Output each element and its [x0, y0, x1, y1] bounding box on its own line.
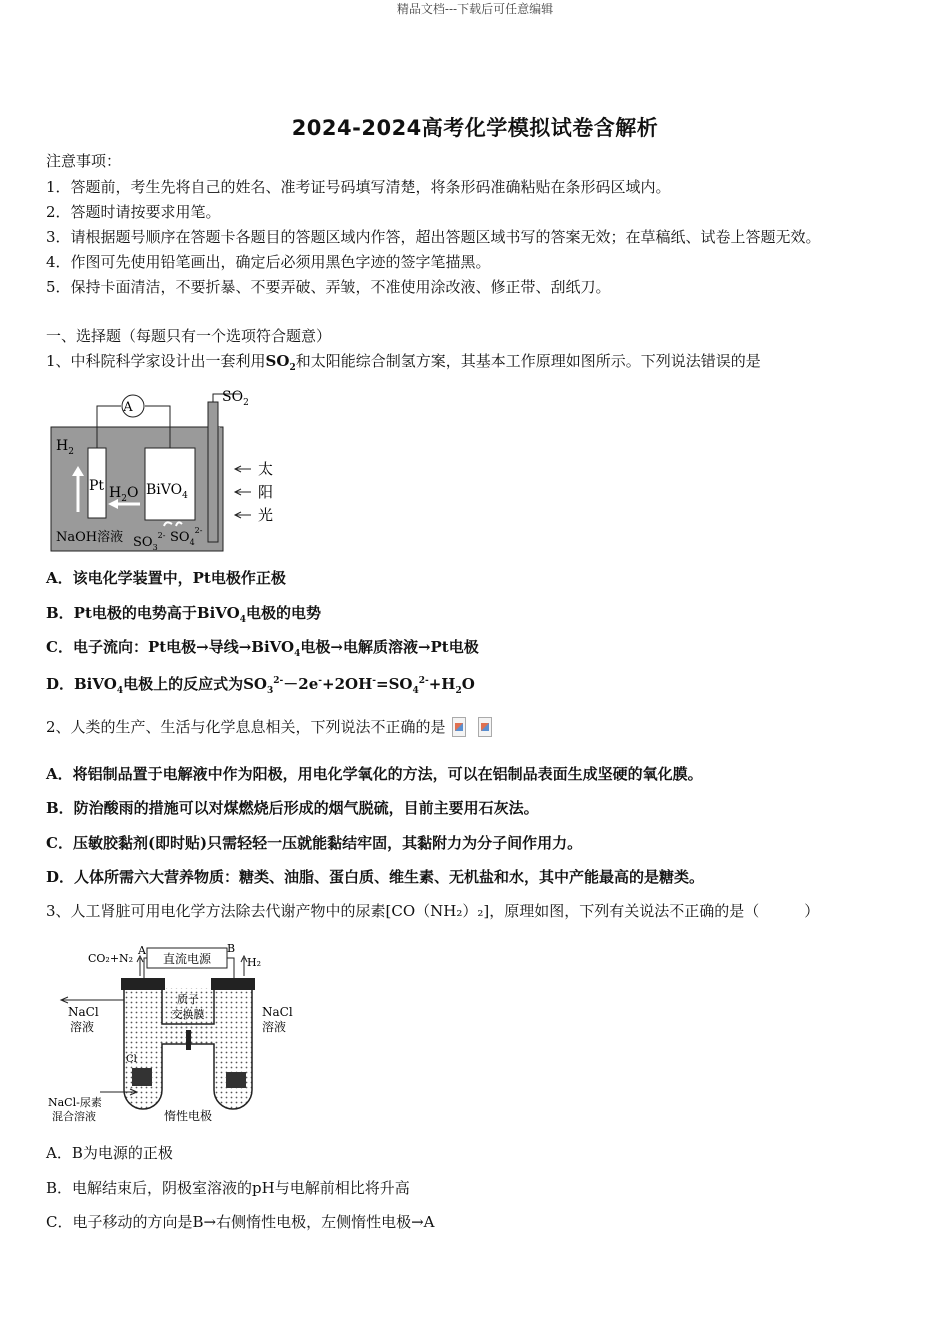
- q1-stem: 1、中科院科学家设计出一套利用$SO_2$和太阳能综合制氢方案，其基本工作原理如图所示。下列说法错误的是: [46, 352, 761, 373]
- membrane-label: 质子: [177, 993, 199, 1006]
- nacl-left-label: 溶液: [70, 1020, 95, 1034]
- q2-option-c: C．压敏胶黏剂(即时贴)只需轻轻一压就能黏结牢固，其黏附力为分子间作用力。: [46, 834, 583, 852]
- h2-label: H₂: [247, 956, 262, 969]
- nacl-right-label: NaCl: [262, 1005, 293, 1019]
- q2-option-d: D．人体所需六大营养物质：糖类、油脂、蛋白质、维生素、无机盐和水，其中产能最高的是糖类。: [46, 868, 705, 886]
- so3-label: SO: [133, 535, 153, 550]
- header-note: 精品文档---下载后可任意编辑: [396, 2, 554, 16]
- mixture-label: 混合溶液: [52, 1110, 96, 1123]
- bivo4-label: BiVO: [146, 482, 183, 498]
- so3-sub: 3: [152, 543, 158, 552]
- svg-text:SO2: [222, 389, 249, 408]
- section-heading: 一、选择题（每题只有一个选项符合题意）: [46, 327, 332, 345]
- so4-sup: 2-: [194, 526, 203, 535]
- h2-label: H: [56, 438, 69, 454]
- notice-item: 3．请根据题号顺序在答题卡各题目的答题区域内作答，超出答题区域书写的答案无效；在草稿纸、试卷上答题无效。: [46, 228, 821, 246]
- ammeter-label: A: [123, 400, 133, 415]
- q2-stem: 2、人类的生产、生活与化学息息相关，下列说法不正确的是: [46, 717, 492, 737]
- cl-label: Cl: [126, 1054, 137, 1065]
- q1-electrolysis-figure: [48, 384, 288, 556]
- h2o-label: H: [109, 485, 122, 501]
- so2-label: SO: [222, 389, 244, 405]
- notice-item: 5．保持卡面清洁，不要折暴、不要弄破、弄皱，不准使用涂改液、修正带、刮纸刀。: [46, 278, 611, 296]
- electrode-label: 惰性电极: [164, 1109, 213, 1123]
- so2-sub: 2: [243, 398, 249, 408]
- notice-item: 1．答题前，考生先将自己的姓名、准考证号码填写清楚，将条形码准确粘贴在条形码区域内。: [46, 178, 671, 196]
- notice-heading: 注意事项：: [46, 152, 122, 170]
- page-title: 2024-2024高考化学模拟试卷含解析: [291, 116, 659, 140]
- q3-stem: 3、人工肾脏可用电化学方法除去代谢产物中的尿素[CO（NH₂）₂]，原理如图，下列有关说法不正确的是（ ）: [46, 902, 820, 920]
- h2o-tail: O: [126, 485, 139, 501]
- q2-option-a: A．将铝制品置于电解液中作为阳极，用电化学氧化的方法，可以在铝制品表面生成坚硬的氧化膜。: [46, 765, 703, 783]
- nacl-right-label: 溶液: [262, 1020, 287, 1034]
- h2o-sub: 2: [121, 494, 127, 504]
- so3-sup: 2-: [157, 531, 166, 540]
- q3-option-a: A．B为电源的正极: [46, 1144, 173, 1162]
- terminal-b-label: B: [227, 942, 236, 955]
- q1-option-c: C．电子流向：Pt电极→导线→BiVO$_4$电极→电解质溶液→Pt电极: [46, 638, 479, 659]
- notice-item: 4．作图可先使用铅笔画出，确定后必须用黑色字迹的签字笔描黑。: [46, 253, 491, 271]
- sunlight-label: 太: [258, 460, 274, 478]
- mixture-label: NaCl-尿素: [48, 1096, 102, 1109]
- broken-image-icon: [478, 717, 492, 737]
- q3-artificial-kidney-figure: [44, 940, 304, 1126]
- terminal-a-label: A: [138, 944, 146, 957]
- nacl-left-label: NaCl: [68, 1005, 99, 1019]
- naoh-label: NaOH溶液: [56, 530, 124, 545]
- bivo4-sub: 4: [182, 491, 188, 501]
- so4-label: SO: [170, 530, 190, 545]
- notice-item: 2．答题时请按要求用笔。: [46, 203, 221, 221]
- pt-label: Pt: [89, 478, 105, 494]
- co2n2-label: CO₂+N₂: [88, 952, 134, 965]
- q2-option-b: B．防治酸雨的措施可以对煤燃烧后形成的烟气脱硫，目前主要用石灰法。: [46, 799, 539, 817]
- q3-option-c: C．电子移动的方向是B→右侧惰性电极，左侧惰性电极→A: [46, 1213, 435, 1231]
- power-supply-label: 直流电源: [162, 952, 212, 966]
- broken-image-icon: [452, 717, 466, 737]
- membrane-label: 交换膜: [171, 1008, 205, 1021]
- so4-sub: 4: [189, 538, 195, 547]
- q3-option-b: B．电解结束后，阴极室溶液的pH与电解前相比将升高: [46, 1179, 410, 1197]
- q1-option-d: D．BiVO$_4$电极上的反应式为$SO_3^{2-}-2e^-+2OH^-=SO_4^{2-}+H_2O$: [46, 675, 475, 696]
- sunlight-label: 阳: [258, 483, 274, 501]
- sunlight-label: 光: [258, 506, 274, 524]
- q1-option-b: B．Pt电极的电势高于BiVO$_4$电极的电势: [46, 604, 321, 625]
- h2-sub: 2: [68, 447, 74, 457]
- q1-option-a: A．该电化学装置中，Pt电极作正极: [46, 569, 286, 587]
